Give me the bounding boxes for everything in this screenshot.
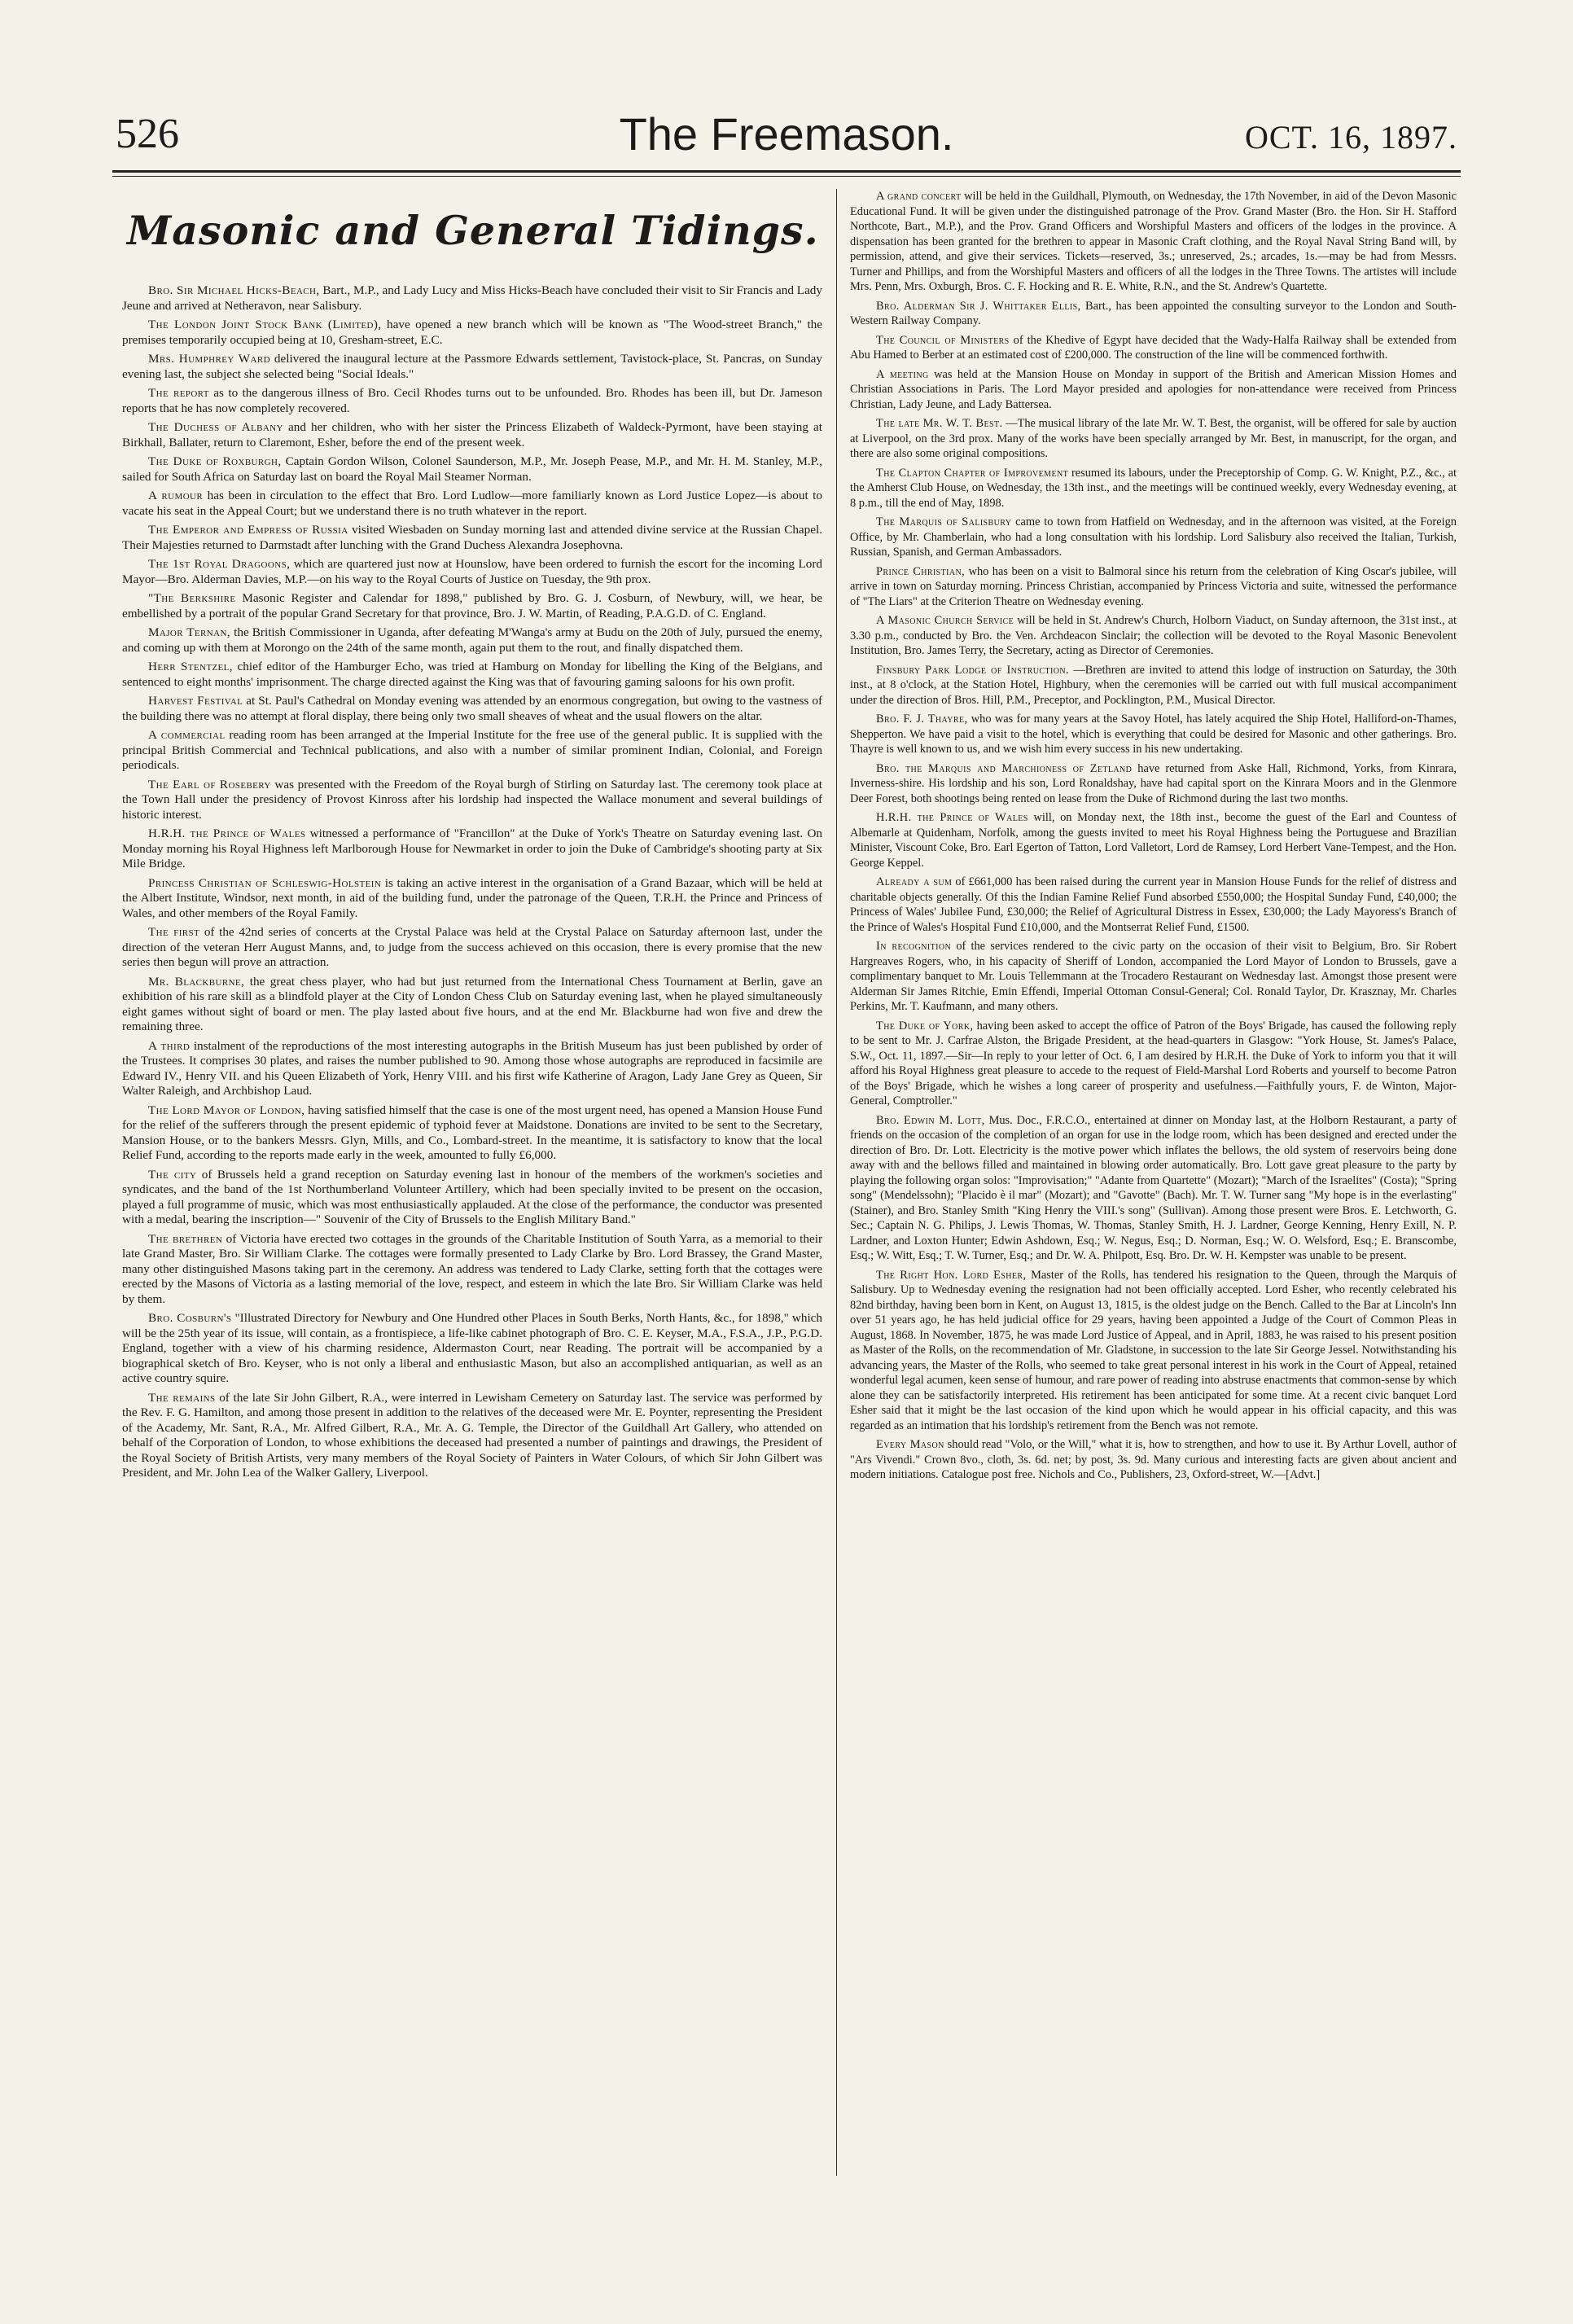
paragraph-lead: Major Ternan, xyxy=(148,625,231,639)
news-paragraph xyxy=(122,1232,822,1308)
paragraph-text: at St. Paul's Cathedral on Monday evening was attended by an enormous congregation, but owing to the vastness of the building there was no attempt at floral display, there being only two small sheaves of wheat and the usual flowers on the altar. xyxy=(122,694,822,723)
paragraph-text: should read "Volo, or the Will," what it is, how to strengthen, and how to use it. By Arthur Lovell, author of "Ars Vivendi." Crown 8vo., cloth, 3s. 6d. net; by post, 3s. 9d. Many curious and interesting facts are given about ancient and modern initiations. Catalogue post free. Nichols and Co., Publishers, 23, Oxford-street, W.—[Advt.] xyxy=(850,1438,1457,1481)
paragraph-text: —Brethren are invited to attend this lodge of instruction on Saturday, the 30th inst., at 8 o'clock, at the Station Hotel, Highbury, when the ceremonies will be carried out with full musical accompaniment under the direction of Bros. Hill, P.M., Preceptor, and Pocklington, P.M., Musical Director. xyxy=(850,663,1457,707)
paragraph-lead: Bro. Edwin M. Lott, xyxy=(876,1113,985,1127)
paragraph-lead: The Earl of Rosebery xyxy=(148,777,271,791)
paragraph-lead: The 1st Royal Dragoons, xyxy=(148,557,291,571)
paragraph-text: witnessed a performance of "Francillon" at the Duke of York's Theatre on Saturday evening last. On Monday morning his Royal Highness left Marlborough House for Newmarket in order to join the Duke of Cambridge's shooting party at Six Mile Bridge. xyxy=(122,827,822,870)
news-paragraph xyxy=(850,1019,1457,1109)
column-divider xyxy=(836,189,837,2176)
news-paragraph xyxy=(850,367,1457,413)
paragraph-text: Masonic Register and Calendar for 1898," published by Bro. G. J. Cosburn, of Newbury, will, we hear, be embellished by a portrait of the popular Grand Secretary for that province, Bro. J. W. Martin, of Reading, P.A.G.D. of C. England. xyxy=(122,591,822,620)
news-paragraph xyxy=(850,299,1457,329)
newspaper-title: The Freemason. xyxy=(619,108,954,160)
paragraph-text: as to the dangerous illness of Bro. Cecil Rhodes turns out to be unfounded. Bro. Rhodes has been ill, but Dr. Jameson reports that he has now completely recovered. xyxy=(122,386,822,415)
paragraph-text: has been in circulation to the effect that Bro. Lord Ludlow—more familiarly known as Lord Justice Lopez—is about to vacate his seat in the Appeal Court; but we understand there is no truth whatever in the report. xyxy=(122,489,822,518)
news-paragraph xyxy=(122,454,822,485)
paragraph-lead: The Duke of Roxburgh, xyxy=(148,454,282,468)
paragraph-text: Mus. Doc., F.R.C.O., entertained at dinner on Monday last, at the Holborn Restaurant, a party of friends on the occasion of the completion of an organ for use in the lodge room, which has been designed and erected under the direction of Bro. Dr. Lott. Electricity is the motive power which inflates the bellows, the old system of reservoirs being done away with and the bellows filled and maintained in blowing order automatically. Bro. Lott gave great pleasure to the party by playing the following organ solos: "Improvisation;" "Adante from Quartette" (Mozart); "March of the Israelites" (Costa); "Spring song" (Mendelssohn); "Placido è il mar" (Mozart); and "Gavotte" (Bach). Mr. T. W. Turner sang "My hope is in the everlasting" (Stainer), and Bro. Stanley Smith "King Henry the VIII.'s song" (Sullivan). Among those present were Bros. E. Letchworth, G. Sec.; Captain N. G. Philips, J. Lewis Thomas, W. Thomas, Stanley Smith, H. J. Lardner, George Kenning, Henry Exill, N. P. Lardner, and Loxton Hunter; Edwin Ashdown, Esq.; W. Negus, Esq.; D. Norman, Esq.; W. O. Welsford, Esq.; E. Branscombe, Esq.; W. Witt, Esq.; T. W. Turner, Esq.; and Dr. W. A. Philpott, Esq. Bro. Dr. W. H. Kempster was unable to be present. xyxy=(850,1113,1457,1262)
paragraph-text: —The musical library of the late Mr. W. T. Best, the organist, will be offered for sale by auction at Liverpool, on the 3rd prox. Many of the works have been specially arranged by Mr. Best, in manuscript, for the organ, and there are also some original compositions. xyxy=(850,417,1457,460)
paragraph-lead: Mrs. Humphrey Ward xyxy=(148,352,270,366)
paragraph-lead: Bro. Alderman Sir J. Whittaker Ellis, xyxy=(876,299,1081,313)
paragraph-lead: The Lord Mayor of London, xyxy=(148,1103,305,1117)
paragraph-lead: The brethren xyxy=(148,1231,223,1246)
left-column-items xyxy=(122,283,822,1481)
paragraph-text: have returned from Aske Hall, Richmond, Yorks, from Kinrara, Inverness-shire. His lordship and his son, Lord Ronaldshay, have had capital sport on the Kinrara Moors and in the Glenmore Deer Forest, both shootings being rented on lease from the Duke of Richmond during the last two months. xyxy=(850,761,1457,805)
paragraph-lead: Every Mason xyxy=(876,1438,944,1451)
paragraph-text: is taking an active interest in the organisation of a Grand Bazaar, which will be held at the Albert Institute, Windsor, next month, in aid of the building fund, under the patronage of the Queen, T.R.H. the Prince and Princess of Wales, and other members of the Royal Family. xyxy=(122,875,822,920)
paragraph-lead: The Council of Ministers xyxy=(876,333,1010,347)
paragraph-lead: The Duchess of Albany xyxy=(148,420,283,434)
paragraph-text: will be held in St. Andrew's Church, Holborn Viaduct, on Sunday afternoon, the 31st inst., at 3.30 p.m., conducted by Bro. the Ven. Archdeacon Sinclair; the collection will be devoted to the Royal Masonic Benevolent Institution, Bro. James Terry, the Secretary, acting as Director of Ceremonies. xyxy=(850,614,1457,657)
paragraph-text: instalment of the reproductions of the most interesting autographs in the British Museum has just been published by order of the Trustees. It comprises 30 plates, and raises the number published to 90. Among those whose autographs are reproduced in facsimile are Edward IV., Henry VII. and his Queen Elizabeth of York, Henry VIII. and his first wife Katherine of Aragon, Lady Jane Grey as Queen, Sir Walter Raleigh, and Archbishop Laud. xyxy=(122,1038,822,1098)
news-paragraph xyxy=(850,939,1457,1015)
news-paragraph xyxy=(850,663,1457,708)
news-paragraph xyxy=(850,810,1457,870)
news-paragraph xyxy=(122,420,822,450)
paragraph-text: reading room has been arranged at the Imperial Institute for the free use of the general public. It is supplied with the principal British Commercial and Technical publications, and also with a number of similar prominent Indian, Colonial, and Foreign periodicals. xyxy=(122,728,822,772)
paragraph-lead: Bro. Sir Michael Hicks-Beach, xyxy=(148,283,320,297)
news-paragraph xyxy=(122,1391,822,1481)
news-paragraph xyxy=(850,564,1457,610)
paragraph-text: was held at the Mansion House on Monday in support of the British and American Mission Homes and Christian Associations in Paris. The Lord Mayor presided and apologies for non-attendance were received from Princess Christian, Lady Jeune, and Lady Battersea. xyxy=(850,367,1457,411)
paragraph-text: was presented with the Freedom of the Royal burgh of Stirling on Saturday last. The ceremony took place at the Town Hall under the presidency of Provost Kinross after his lordship had inspected the Wallace monument and several buildings of historic interest. xyxy=(122,777,822,822)
paragraph-text: and her children, who with her sister the Princess Elizabeth of Waldeck-Pyrmont, have been staying at Birkhall, Ballater, return to Claremont, Esher, before the end of the present week. xyxy=(122,420,822,449)
paragraph-lead: Harvest Festival xyxy=(148,694,243,708)
news-paragraph xyxy=(122,925,822,971)
paragraph-text: of the late Sir John Gilbert, R.A., were interred in Lewisham Cemetery on Saturday last. The service was performed by the Rev. F. G. Hamilton, and among those present in addition to the relatives of the deceased were Mr. E. Poynter, representing the President of the Academy, Mr. Sant, R.A., Mr. Alfred Gilbert, R.A., Mr. A. G. Temple, the Director of the Guildhall Art Gallery, who attended on behalf of the Corporation of London, to whose exhibitions the deceased had presented a number of paintings and drawings, the President of the Royal Society of British Artists, very many members of the Royal Society of Painters in Water Colours, of which Sir John Gilbert was President, and Mr. John Lea of the Walker Gallery, Liverpool. xyxy=(122,1390,822,1480)
paragraph-text: came to town from Hatfield on Wednesday, and in the afternoon was visited, at the Foreign Office, by Mr. Chamberlain, who had a long consultation with his lordship. Lord Salisbury also received the Italian, Turkish, Russian, Spanish, and German Ambassadors. xyxy=(850,515,1457,559)
paragraph-lead: A third xyxy=(148,1038,191,1053)
news-paragraph xyxy=(122,876,822,922)
paragraph-text: having satisfied himself that the case is one of the most urgent need, has opened a Mansion House Fund for the relief of the sufferers through the present epidemic of typhoid fever at Maidstone. Donations are invited to be sent to the Secretary, Mansion House, or to the bankers Messrs. Glyn, Mills, and Co., Lombard-street. In the meantime, it is satisfactory to know that the local Relief Fund, according to the reports made early in the week, amounted to fully £6,000. xyxy=(122,1103,822,1162)
paragraph-lead: A grand concert xyxy=(876,190,962,203)
news-paragraph xyxy=(850,761,1457,807)
news-paragraph xyxy=(122,283,822,314)
paragraph-text: of £661,000 has been raised during the current year in Mansion House Funds for the relief of distress and charitable objects generally. Of this the Indian Famine Relief Fund absorbed £550,000; the Hospital Sunday Fund, £40,000; the Princess of Wales' Jubilee Fund, £30,000; the Relief of Agricultural Distress in Essex, £30,000; the Lady Mayoress's Branch of the Prince of Wales's Hospital Fund £10,000, and the Montserrat Relief Fund, £1500. xyxy=(850,875,1457,934)
paragraph-lead: Bro. F. J. Thayre, xyxy=(876,713,968,726)
paragraph-text: delivered the inaugural lecture at the Passmore Edwards settlement, Tavistock-place, St. Pancras, on Sunday evening last, the subject she selected being "Social Ideals." xyxy=(122,352,822,381)
paragraph-lead: Finsbury Park Lodge of Instruction. xyxy=(876,663,1069,677)
paragraph-lead: The Marquis of Salisbury xyxy=(876,515,1012,528)
paragraph-text: of the Khedive of Egypt have decided that the Wady-Halfa Railway shall be extended from Abu Hamed to Berber at an estimated cost of £200,000. The construction of the line will be commenced forthwith. xyxy=(850,333,1457,362)
news-paragraph xyxy=(850,613,1457,659)
paragraph-text: the British Commissioner in Uganda, after defeating M'Wanga's army at Budu on the 20th of July, pursued the enemy, and coming up with them at Morongo on the 24th of the same month, again put them to the rout, and finally dispatched them. xyxy=(122,625,822,655)
paragraph-lead: The late Mr. W. T. Best. xyxy=(876,417,1003,430)
news-paragraph xyxy=(122,523,822,553)
paragraph-text: Bart., has been appointed the consulting surveyor to the London and South-Western Railway Company. xyxy=(850,299,1457,327)
paragraph-lead: The Emperor and Empress of Russia xyxy=(148,523,348,537)
paragraph-text: Captain Gordon Wilson, Colonel Saunderson, M.P., Mr. Joseph Pease, M.P., and Mr. H. M. Stanley, M.P., sailed for South Africa on Saturday last on board the Royal Mail Steamer Norman. xyxy=(122,454,822,484)
paragraph-text: visited Wiesbaden on Sunday morning last and attended divine service at the Russian Chapel. Their Majesties returned to Darmstadt after lunching with the Grand Duchess Alexandra Josephovna. xyxy=(122,523,822,552)
news-paragraph xyxy=(122,660,822,690)
paragraph-lead: A commercial xyxy=(148,728,226,742)
news-paragraph xyxy=(122,1039,822,1099)
paragraph-lead: Bro. the Marquis and Marchioness of Zetland xyxy=(876,761,1133,775)
news-paragraph xyxy=(122,489,822,519)
right-column xyxy=(850,189,1457,2184)
news-paragraph xyxy=(850,712,1457,757)
masthead xyxy=(112,106,1461,169)
paragraph-lead: The report xyxy=(148,386,209,400)
paragraph-text: of Victoria have erected two cottages in the grounds of the Charitable Institution of South Yarra, as a memorial to their late Grand Master, Bro. Sir William Clarke. The cottages were formally presented to Lady Clarke by Bro. Lord Brassey, the Grand Master, many other distinguished Masons taking part in the ceremony. An address was tendered to Lady Clarke, setting forth that the cottages were erected by the Masons of Victoria as a lasting memorial of the love, respect, and esteem in which the late Bro. Sir William Clarke was held by them. xyxy=(122,1231,822,1306)
news-paragraph xyxy=(122,625,822,656)
news-paragraph xyxy=(850,1268,1457,1434)
paragraph-lead: The London Joint Stock Bank (Limited), xyxy=(148,318,382,331)
paragraph-text: having been asked to accept the office of Patron of the Boys' Brigade, has caused the following reply to be sent to Mr. J. Carfrae Alston, the Brigade President, at the head-quarters in Glasgow: "York House, St. James's Palace, S.W., Oct. 11, 1897.—Sir—In reply to your letter of Oct. 6, I am desired by H.R.H. the Duke of York to inform you that it will afford his Royal Highness great pleasure to accede to the request of Field-Marshal Lord Roberts and yourself to become Patron of the Boys' Brigade, which he wishes a long career of prosperity and usefulness.—Faithfully yours, F. de Winton, Major-General, Comptroller." xyxy=(850,1019,1457,1107)
left-column xyxy=(122,189,822,2184)
paragraph-text: who has been on a visit to Balmoral since his return from the celebration of King Oscar's jubilee, will arrive in town on Saturday morning. Princess Christian, accompanied by Princess Victoria and suite, witnessed the performance of "The Liars" at the Criterion Theatre on Wednesday evening. xyxy=(850,564,1457,608)
header-rule-thin xyxy=(112,176,1461,177)
paragraph-lead: A meeting xyxy=(876,367,929,381)
paragraph-lead: Already a sum xyxy=(876,875,953,888)
news-paragraph xyxy=(122,694,822,724)
right-column-items xyxy=(850,189,1457,1483)
news-paragraph xyxy=(850,189,1457,295)
news-paragraph xyxy=(122,386,822,416)
paragraph-lead: H.R.H. the Prince of Wales xyxy=(876,811,1028,824)
news-paragraph xyxy=(850,333,1457,363)
paragraph-lead: In recognition xyxy=(876,940,952,953)
paragraph-text: which are quartered just now at Hounslow, have been ordered to furnish the escort for the incoming Lord Mayor—Bro. Alderman Davies, M.P.—on his way to the Royal Courts of Justice on Tuesday, the 9th prox. xyxy=(122,557,822,586)
paragraph-lead: The first xyxy=(148,925,200,939)
paragraph-lead: A rumour xyxy=(148,489,204,502)
news-paragraph xyxy=(850,515,1457,560)
paragraph-lead: The Right Hon. Lord Esher, xyxy=(876,1268,1027,1282)
news-paragraph xyxy=(122,352,822,382)
page-number: 526 xyxy=(116,111,179,157)
paragraph-lead: Princess Christian of Schleswig-Holstein xyxy=(148,875,382,890)
news-paragraph xyxy=(122,591,822,621)
news-paragraph xyxy=(850,875,1457,935)
paragraph-lead: Bro. Cosburn's xyxy=(148,1311,232,1325)
paragraph-text: the great chess player, who had but just returned from the International Chess Tournament at Berlin, gave an exhibition of his rare skill as a blindfold player at the City of London Chess Club on Saturday evening last, when he played simultaneously eight games without sight of board or men. The play lasted about five hours, and at the end Mr. Blackburne had won five and drew the remaining three. xyxy=(122,974,822,1033)
paragraph-text: will, on Monday next, the 18th inst., become the guest of the Earl and Countess of Albemarle at Quidenham, Norfolk, among the guests invited to meet his Royal Highness being the Portuguese and Brazilian Minister, Viscount Coke, Bro. Earl Egerton of Tatton, Lord Valletort, Lord de Ramsey, Lord Herbert Vane-Tempest, and the Hon. George Keppel. xyxy=(850,811,1457,870)
news-paragraph xyxy=(122,827,822,872)
news-paragraph xyxy=(122,318,822,348)
paragraph-lead: The remains xyxy=(148,1390,216,1405)
paragraph-text: chief editor of the Hamburger Echo, was tried at Hamburg on Monday for libelling the King of the Belgians, and sentenced to eight months' imprisonment. The charge directed against the King was that of favouring gaming saloons for his own profit. xyxy=(122,660,822,689)
issue-date: OCT. 16, 1897. xyxy=(1244,119,1457,156)
news-paragraph xyxy=(850,1437,1457,1483)
paragraph-text: Bart., M.P., and Lady Lucy and Miss Hicks-Beach have concluded their visit to Sir Francis and Lady Jeune and arrived at Netheravon, near Salisbury. xyxy=(122,283,822,313)
paragraph-text: Master of the Rolls, has tendered his resignation to the Queen, through the Marquis of Salisbury. Up to Wednesday evening the resignation had not been officially accepted. Lord Esher, who recently celebrated his 82nd birthday, having been born in Kent, on August 13, 1815, is the oldest judge on the Bench. Called to the Bar at Lincoln's Inn over 51 years ago, he has held judicial office for 29 years, having been appointed a Judge of the Court of Common Pleas in August, 1868. In November, 1875, he was made Lord Justice of Appeal, and in April, 1883, he was raised to his present position as Master of the Rolls, on the recommendation of Mr. Gladstone, in succession to the late Sir George Jessel. Notwithstanding his advancing years, the Master of the Rolls, who seemed to take great personal interest in his work in the Court of Appeal, retained wonderful legal acumen, keen sense of humour, and rare power of reading into abstruse enactments that common-sense by which alone they can be satisfactorily interpreted. His retirement has been anticipated for some time. At a recent civic banquet Lord Esher said that it might be the last occasion of the kind upon which he would appear in his official capacity, and this was regarded as an intimation that his lordship's retirement from the Bench was not remote. xyxy=(850,1268,1457,1432)
paragraph-lead: H.R.H. the Prince of Wales xyxy=(148,827,306,840)
paragraph-text: of Brussels held a grand reception on Saturday evening last in honour of the members of the workmen's societies and syndicates, and the band of the 1st Northumberland Volunteer Artillery, which had been specially invited to be present on the occasion, played a full programme of music, which was most enthusiastically applauded. At the close of the performance, the conductor was presented with a medal, bearing the inscription—" Souvenir of the City of Brussels to the English Military Band." xyxy=(122,1167,822,1226)
paragraph-text: will be held in the Guildhall, Plymouth, on Wednesday, the 17th November, in aid of the Devon Masonic Educational Fund. It will be given under the distinguished patronage of the Prov. Grand Master (Bro. the Hon. Sir H. Stafford Northcote, Bart., M.P.), and the Prov. Grand Officers and Worshipful Masters and officers of the lodges in the province. A dispensation has been granted for the brethren to appear in Masonic Craft clothing, and the Royal Naval String Band will, by permission, attend, and give their services. Tickets—reserved, 3s.; unreserved, 2s.; arcades, 1s.—may be had from Messrs. Turner and Phillips, and from the Worshipful Masters and officers of all the lodges in the Three Towns. The artistes will include Mrs. Penn, Mrs. Oxburgh, Bros. C. F. Hocking and R. E. White, R.N., and the St. Andrew's Quartette. xyxy=(850,190,1457,293)
paragraph-lead: A Masonic Church Service xyxy=(876,614,1014,627)
paragraph-text: resumed its labours, under the Preceptorship of Comp. G. W. Knight, P.Z., &c., at the Amherst Club House, on Wednesday, the 13th inst., and the meetings will be continued weekly, every Wednesday evening, at 8 p.m., till the end of May, 1898. xyxy=(850,466,1457,510)
news-paragraph xyxy=(122,778,822,823)
paragraph-text: of the 42nd series of concerts at the Crystal Palace was held at the Crystal Palace on Saturday afternoon last, under the direction of the veteran Herr August Manns, and, to judge from the success achieved on this occasion, there is every promise that the new series then begun will prove an attraction. xyxy=(122,925,822,969)
paragraph-lead: Herr Stentzel, xyxy=(148,660,233,673)
news-paragraph xyxy=(122,1168,822,1228)
paragraph-text: of the services rendered to the civic party on the occasion of their visit to Belgium, Bro. Sir Robert Hargreaves Rogers, who, in his capacity of Sheriff of London, accompanied the Lord Mayor of London to Brussels, gave a complimentary banquet to Mr. Louis Tellemmann at the Trocadero Restaurant on Wednesday last. Amongst those present were Alderman Sir James Ritchie, Emin Effendi, Imperial Ottoman Consul-General; Col. Ronald Taylor, Dr. Krasznay, Mr. Charles Perkins, Mr. T. Kaufmann, and many others. xyxy=(850,940,1457,1013)
section-title: Masonic and General Tidings. xyxy=(127,207,819,254)
header-rule-thick xyxy=(112,170,1461,173)
news-paragraph xyxy=(122,1103,822,1164)
paragraph-lead: The Clapton Chapter of Improvement xyxy=(876,466,1069,480)
paragraph-text: have opened a new branch which will be known as "The Wood-street Branch," the premises temporarily occupied being at 10, Gresham-street, E.C. xyxy=(122,318,822,347)
news-paragraph xyxy=(850,416,1457,462)
paragraph-lead: "The Berkshire xyxy=(148,591,236,605)
paragraph-text: who was for many years at the Savoy Hotel, has lately acquired the Ship Hotel, Halliford-on-Thames, Shepperton. We have paid a visit to the hotel, which is everything that could be desired for Masonic and other gatherings. Bro. Thayre is well known to us, and we wish him every success in his new undertaking. xyxy=(850,713,1457,756)
paragraph-lead: The city xyxy=(148,1167,197,1182)
news-paragraph xyxy=(122,975,822,1035)
news-paragraph xyxy=(850,466,1457,511)
paragraph-lead: The Duke of York, xyxy=(876,1019,974,1033)
paragraph-lead: Mr. Blackburne, xyxy=(148,974,245,989)
news-paragraph xyxy=(850,1113,1457,1264)
news-paragraph xyxy=(122,1311,822,1387)
news-paragraph xyxy=(122,557,822,587)
paragraph-lead: Prince Christian, xyxy=(876,564,966,578)
paragraph-text: "Illustrated Directory for Newbury and One Hundred other Places in South Berks, North Hants, &c., for 1898," which will be the 25th year of its issue, will contain, as a frontispiece, a life-like cabinet photograph of Bro. C. E. Keyser, M.A., F.S.A., J.P., P.G.D. England, together with a view of his charming residence, Aldermaston Court, near Reading. The portrait will be accompanied by a biographical sketch of Bro. Keyser, who is not only a liberal and enthusiastic Mason, but also an accomplished antiquarian, as well as an active country squire. xyxy=(122,1311,822,1385)
news-paragraph xyxy=(122,728,822,774)
